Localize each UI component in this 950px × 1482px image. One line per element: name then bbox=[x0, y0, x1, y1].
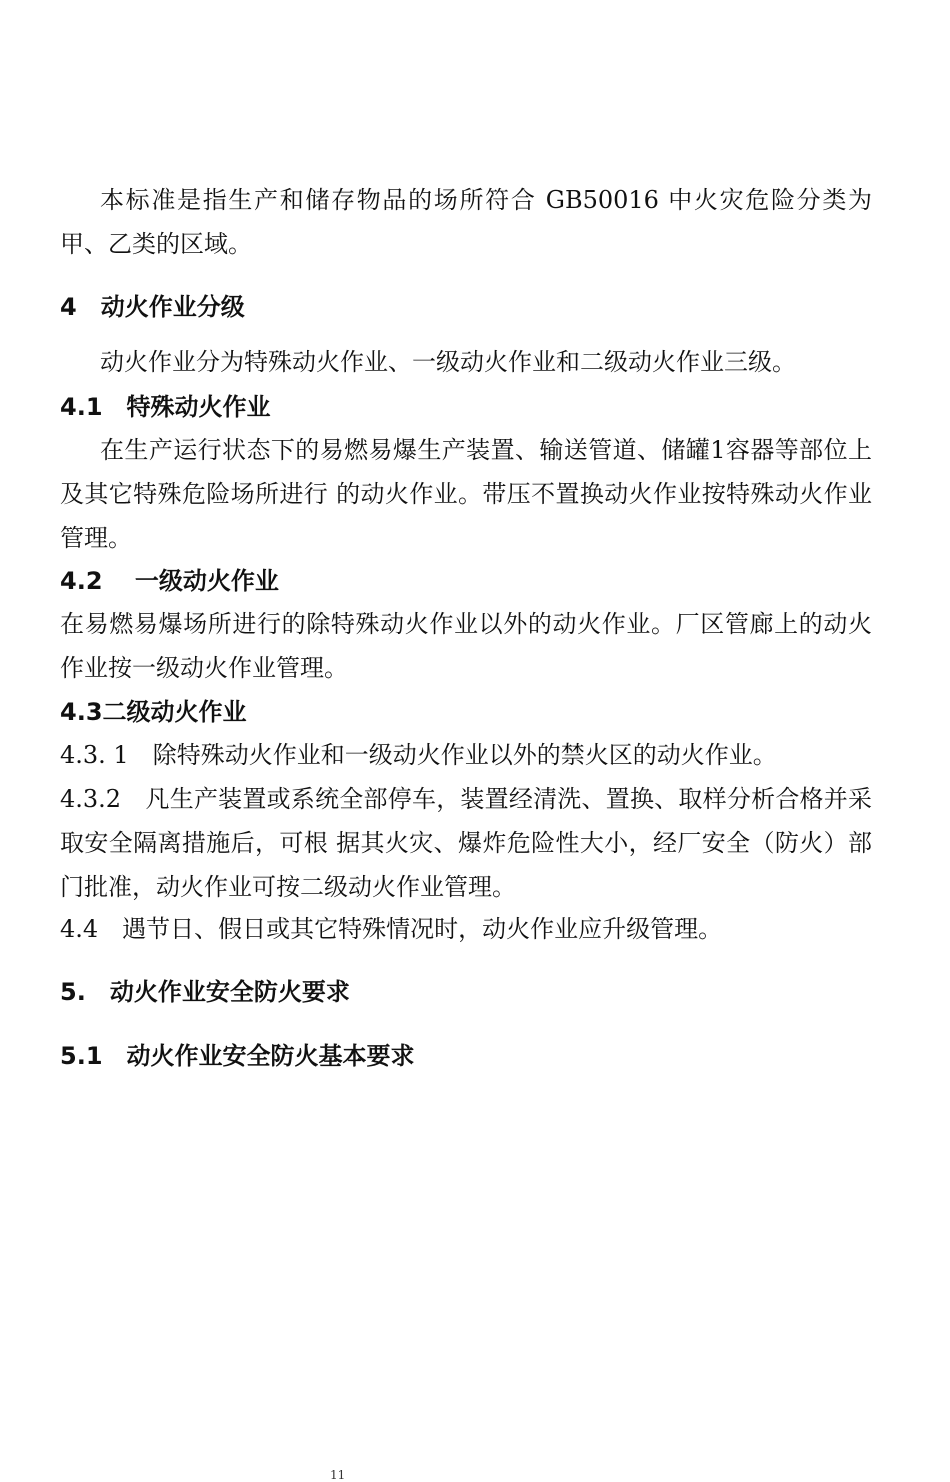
paragraph-special: 在生产运行状态下的易燃易爆生产装置、输送管道、储罐1容器等部位上及其它特殊危险场所进行 的动火作业。带压不置换动火作业按特殊动火作业管理。 bbox=[60, 436, 872, 552]
paragraph-4-3-1: 4.3. 1 除特殊动火作业和一级动火作业以外的禁火区的动火作业。 bbox=[60, 741, 777, 769]
paragraph-grading: 动火作业分为特殊动火作业、一级动火作业和二级动火作业三级。 bbox=[100, 348, 796, 376]
heading-4-3: 4.3二级动火作业 bbox=[60, 698, 247, 726]
paragraph-scope: 本标准是指生产和储存物品的场所符合 GB50016 中火灾危险分类为甲、乙类的区域。 bbox=[60, 186, 872, 258]
paragraph-4-3-2: 4.3.2 凡生产装置或系统全部停车，装置经清洗、置换、取样分析合格并采取安全隔离措施后，可根 据其火灾、爆炸危险性大小，经厂安全（防火）部门批准，动火作业可按二级动火作业管理。 bbox=[60, 785, 872, 901]
heading-4-1: 4.1 特殊动火作业 bbox=[60, 393, 271, 421]
heading-4: 4 动火作业分级 bbox=[60, 293, 245, 321]
page-number: 11 bbox=[330, 1468, 346, 1482]
paragraph-4-4: 4.4 遇节日、假日或其它特殊情况时，动火作业应升级管理。 bbox=[60, 915, 723, 943]
heading-5: 5. 动火作业安全防火要求 bbox=[60, 978, 350, 1006]
paragraph-level1: 在易燃易爆场所进行的除特殊动火作业以外的动火作业。厂区管廊上的动火作业按一级动火作业管理。 bbox=[60, 610, 872, 682]
heading-4-2: 4.2 一级动火作业 bbox=[60, 567, 279, 595]
heading-5-1: 5.1 动火作业安全防火基本要求 bbox=[60, 1042, 415, 1070]
